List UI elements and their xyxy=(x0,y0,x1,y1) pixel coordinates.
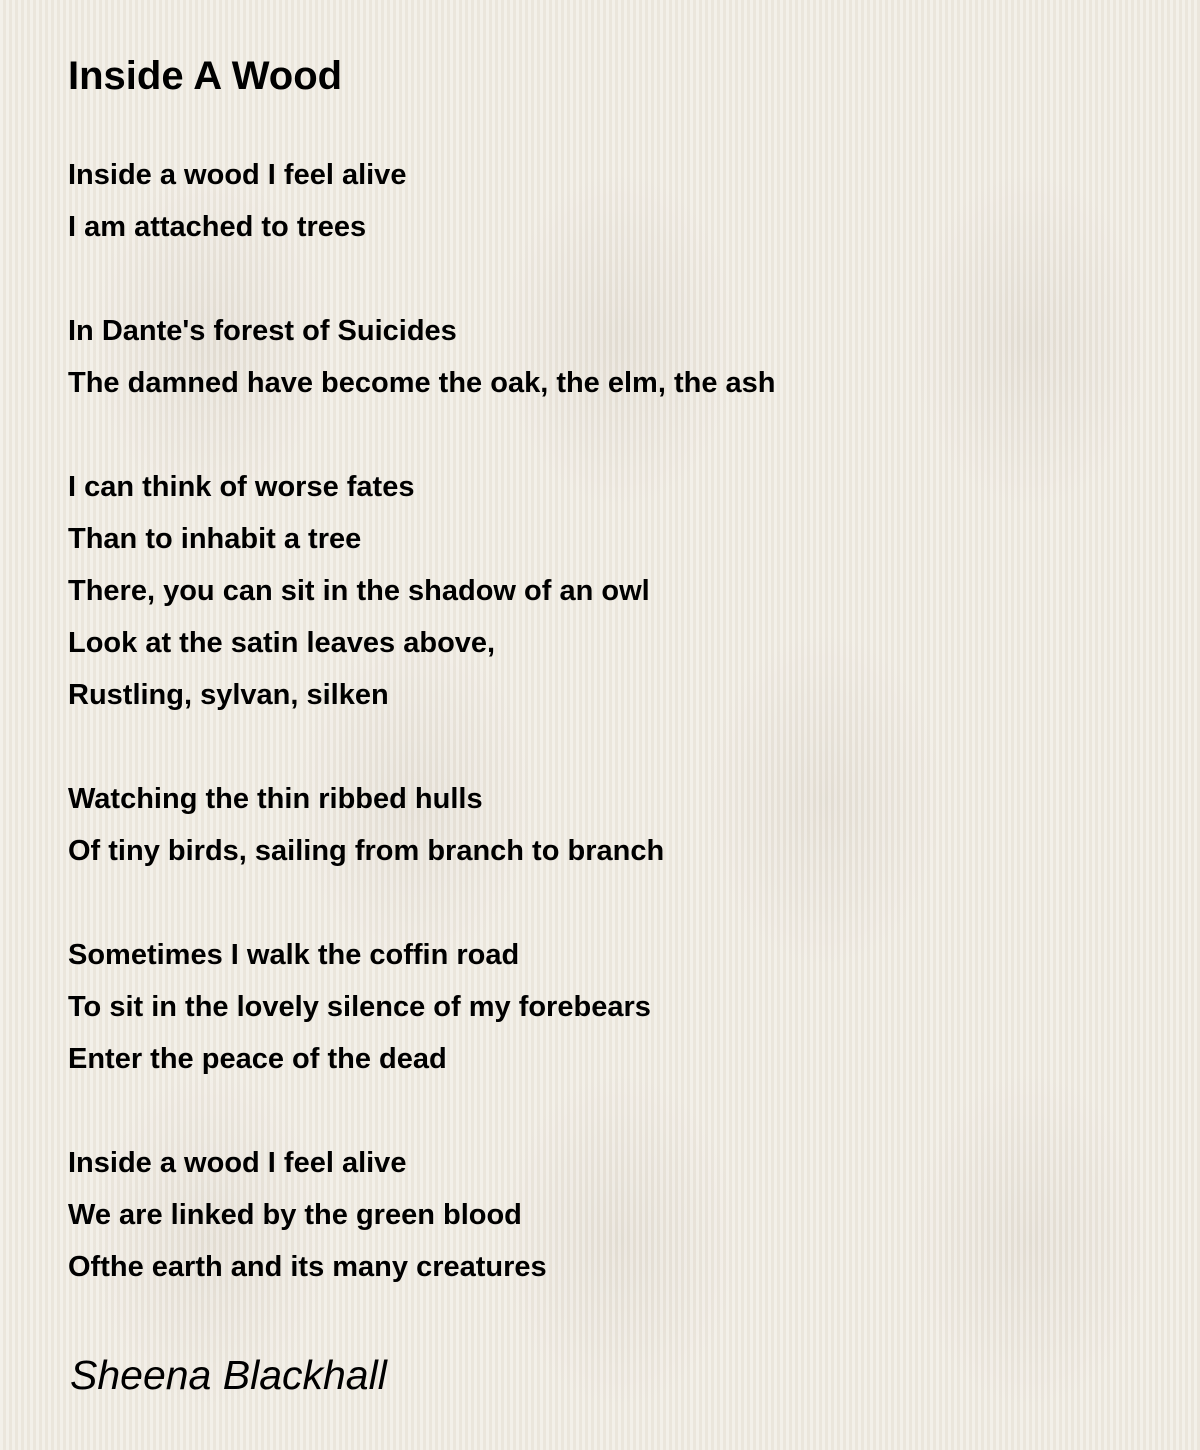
poem-line: Sometimes I walk the coffin road xyxy=(68,939,520,971)
poem-line: I am attached to trees xyxy=(68,211,367,243)
stanza-3 xyxy=(68,461,1148,721)
poem-line: The damned have become the oak, the elm, the ash xyxy=(68,367,776,399)
poem-line: We are linked by the green blood xyxy=(68,1199,522,1231)
poem-line: Inside a wood I feel alive xyxy=(68,1147,407,1179)
poem-line: Ofthe earth and its many creatures xyxy=(68,1251,547,1283)
stanza-6 xyxy=(68,1137,1148,1293)
poem-title: Inside A Wood xyxy=(68,54,343,98)
poem-line: Of tiny birds, sailing from branch to branch xyxy=(68,835,665,867)
poem-line: Rustling, sylvan, silken xyxy=(68,679,389,711)
poem-line: There, you can sit in the shadow of an owl xyxy=(68,575,650,607)
poem-line: Inside a wood I feel alive xyxy=(68,159,407,191)
stanza-4 xyxy=(68,773,1148,877)
stanza-5 xyxy=(68,929,1148,1085)
poem-line: Watching the thin ribbed hulls xyxy=(68,783,483,815)
poem-line: Enter the peace of the dead xyxy=(68,1043,447,1075)
stanza-2 xyxy=(68,305,1148,409)
poem-line: Than to inhabit a tree xyxy=(68,523,362,555)
poem-line: In Dante's forest of Suicides xyxy=(68,315,457,347)
poem-body xyxy=(68,149,1148,1345)
poem-line: Look at the satin leaves above, xyxy=(68,627,496,659)
poem-line: I can think of worse fates xyxy=(68,471,415,503)
stanza-1 xyxy=(68,149,1148,253)
poem-line: To sit in the lovely silence of my forebears xyxy=(68,991,651,1023)
poem-author: Sheena Blackhall xyxy=(70,1352,387,1398)
